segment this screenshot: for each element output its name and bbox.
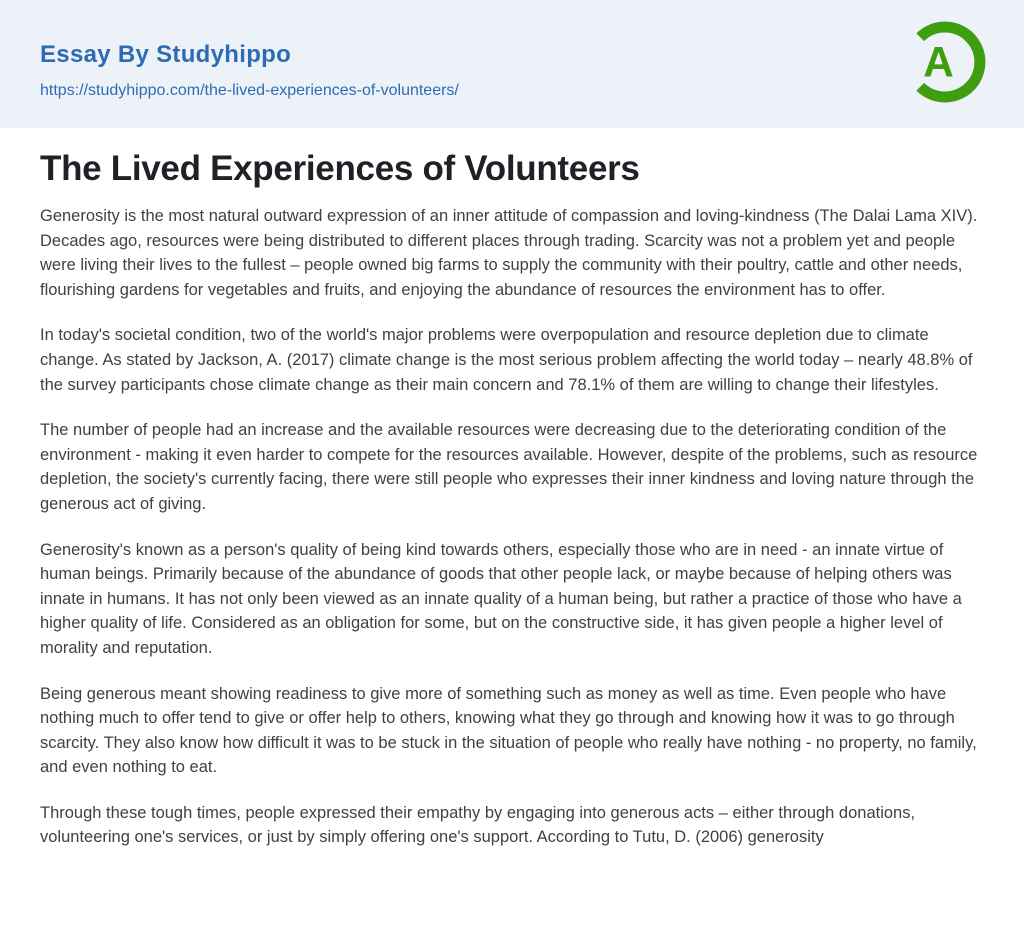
- page-header: [0, 0, 1024, 128]
- essay-paragraph: Being generous meant showing readiness to give more of something such as money as well as time. Even people who have nothing much to offer tend to give or offer help to others, knowing what they go through and knowing how it was to go through scarcity. They also know how difficult it was to be stuck in the situation of people who really have nothing - no property, no family, and even nothing to eat.: [40, 684, 977, 777]
- logo-letter: A: [923, 38, 954, 86]
- essay-paragraph: Generosity's known as a person's quality of being kind towards others, especially those who are in need - an innate virtue of human beings. Primarily because of the abundance of goods that other people lack, or maybe because of helping others was innate in humans. It has not only been viewed as an innate quality of a human being, but rather a practice of those who have a higher quality of life. Considered as an obligation for some, but on the constructive side, it has given people a higher level of morality and reputation.: [40, 540, 962, 657]
- essay-title: The Lived Experiences of Volunteers: [40, 149, 640, 188]
- essay-body: [40, 204, 984, 850]
- brand-title: Essay By Studyhippo: [40, 41, 292, 68]
- essay-page: [0, 149, 1024, 850]
- source-url-link[interactable]: https://studyhippo.com/the-lived-experiences-of-volunteers/: [40, 82, 459, 99]
- essay-paragraph: The number of people had an increase and the available resources were decreasing due to the deteriorating condition of the environment - making it even harder to compete for the resources available. However, despite of the problems, such as resource depletion, the society's currently facing, there were still people who expresses their inner kindness and loving nature through the generous act of giving.: [40, 421, 978, 513]
- essay-paragraph: In today's societal condition, two of the world's major problems were overpopulation and resource depletion due to climate change. As stated by Jackson, A. (2017) climate change is the most serious problem affecting the world today – nearly 48.8% of the survey participants chose climate change as their main concern and 78.1% of them are willing to change their lifestyles.: [40, 326, 973, 394]
- studyhippo-logo: [899, 16, 991, 108]
- essay-paragraph: Through these tough times, people expressed their empathy by engaging into generous acts – either through donations, volunteering one's services, or just by simply offering one's support. According to Tutu, D. (2006) generosity: [40, 803, 916, 847]
- essay-paragraph: Generosity is the most natural outward expression of an inner attitude of compassion and loving-kindness (The Dalai Lama XIV). Decades ago, resources were being distributed to different places through trading. Scarcity was not a problem yet and people were living their lives to the fullest – people owned big farms to supply the community with their poultry, cattle and other needs, flourishing gardens for vegetables and fruits, and enjoying the abundance of resources the environment has to offer.: [40, 207, 978, 299]
